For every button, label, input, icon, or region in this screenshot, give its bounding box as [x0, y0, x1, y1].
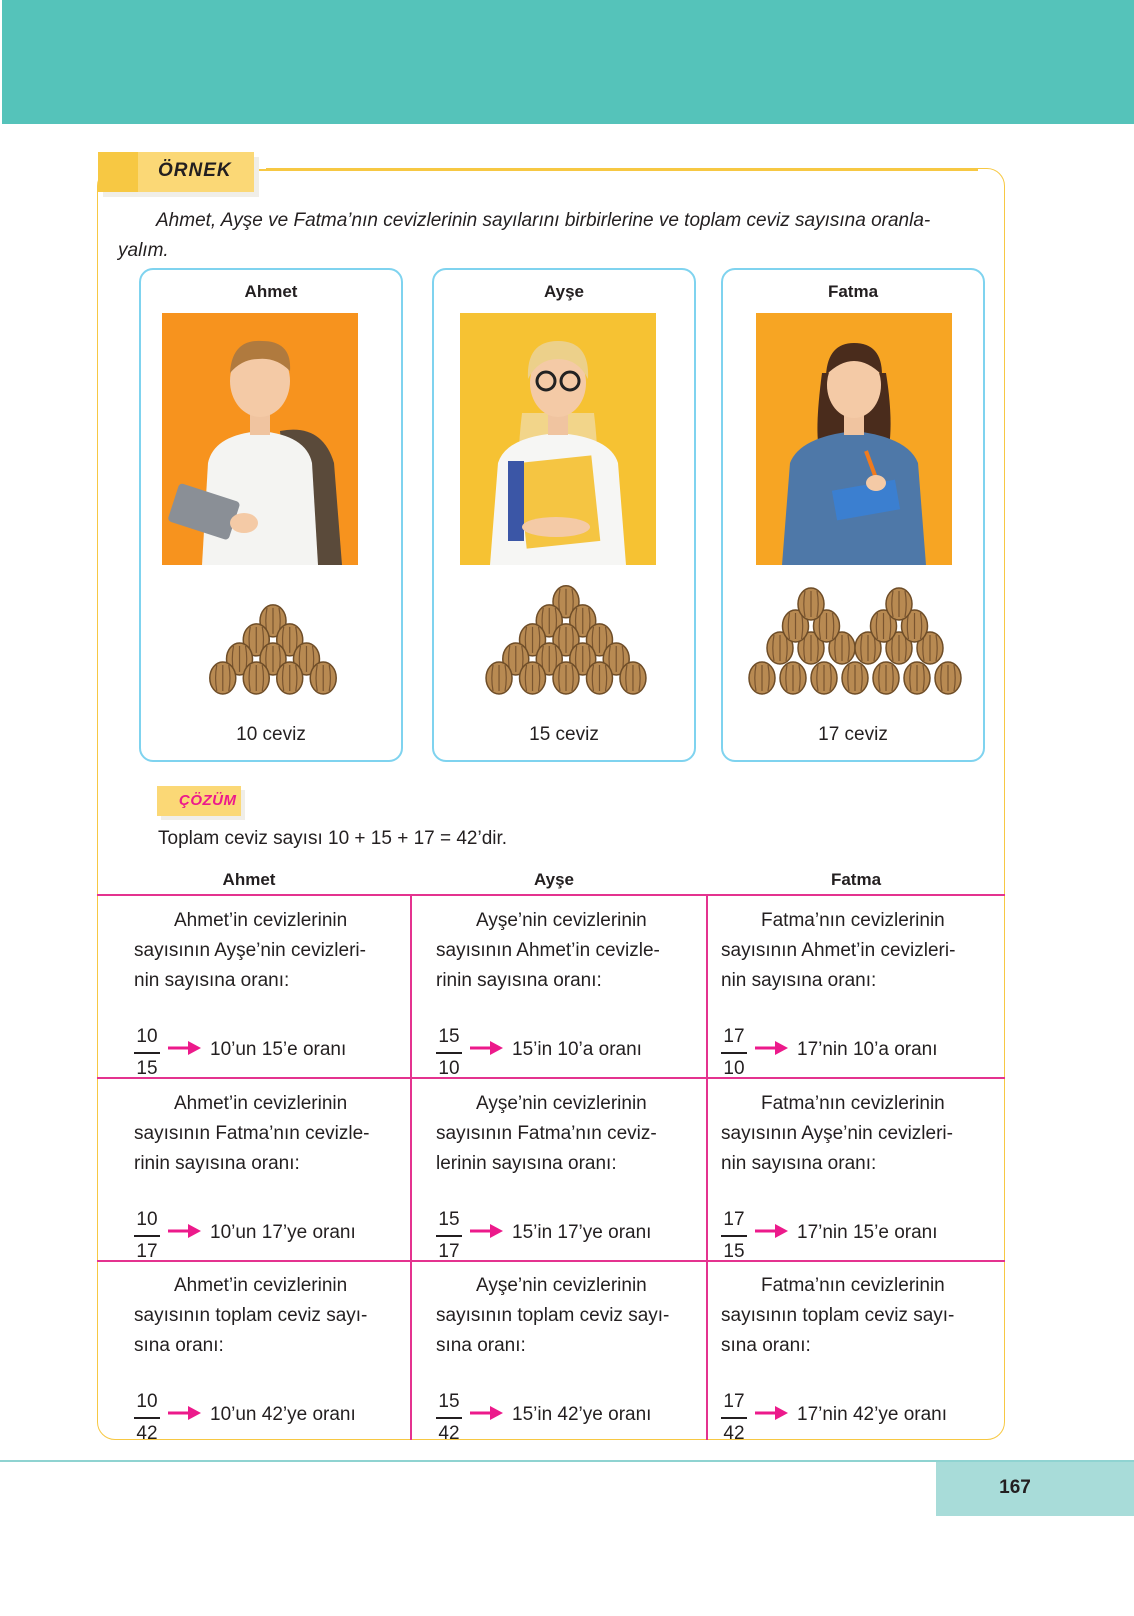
arrow-right-icon [755, 1224, 789, 1238]
fraction [721, 1024, 747, 1082]
desc-line: rinin sayısına oranı: [134, 1153, 300, 1174]
desc-line: Fatma’nın cevizlerinin [761, 1093, 945, 1114]
numerator: 10 [136, 1026, 158, 1047]
desc-line: sayısının Ahmet’in cevizleri- [721, 940, 956, 961]
cell-description [134, 906, 394, 996]
ratio-text: 10’un 15’e oranı [210, 1039, 347, 1060]
denominator: 17 [136, 1240, 158, 1262]
numerator: 10 [136, 1391, 158, 1412]
walnut-icon [935, 662, 961, 694]
desc-line: sayısının toplam ceviz sayı- [134, 1305, 368, 1326]
cell-description [436, 1271, 696, 1361]
desc-line: sayısının Fatma’nın cevizle- [134, 1123, 370, 1144]
ratio-text: 10’un 42’ye oranı [210, 1404, 356, 1425]
denominator: 42 [723, 1422, 745, 1444]
cell-description [134, 1271, 394, 1361]
numerator: 15 [438, 1391, 460, 1412]
photo-ayse [460, 313, 656, 565]
fraction [436, 1389, 462, 1447]
card-name: Ahmet [244, 282, 298, 301]
fraction [134, 1024, 160, 1082]
desc-line: Ayşe’nin cevizlerinin [476, 910, 647, 931]
fraction [134, 1389, 160, 1447]
cell-description [721, 1089, 981, 1179]
desc-line: nin sayısına oranı: [134, 970, 290, 991]
page-number: 167 [999, 1477, 1031, 1498]
walnut-icon [486, 662, 512, 694]
card-name: Ayşe [543, 282, 584, 301]
card-ahmet [139, 268, 403, 762]
arrow-right-icon [168, 1406, 202, 1420]
cell-description [721, 1271, 981, 1361]
desc-line: sayısının Fatma’nın ceviz- [436, 1123, 657, 1144]
intro-line: yalım. [118, 240, 169, 261]
ratio-text: 15’in 10’a oranı [512, 1039, 642, 1060]
fraction [436, 1024, 462, 1082]
denominator: 15 [136, 1057, 158, 1079]
card-fatma [721, 268, 985, 762]
desc-line: Ahmet’in cevizlerinin [174, 1275, 348, 1296]
walnut-icon [886, 588, 912, 620]
header-band [2, 0, 1134, 124]
ratio-cell [721, 906, 991, 1079]
ratio-text: 17’nin 42’ye oranı [797, 1404, 947, 1425]
desc-line: sayısının toplam ceviz sayı- [721, 1305, 955, 1326]
numerator: 17 [723, 1026, 745, 1047]
ratio-text: 17’nin 15’e oranı [797, 1222, 938, 1243]
ratio-text: 15’in 42’ye oranı [512, 1404, 652, 1425]
numerator: 10 [136, 1209, 158, 1230]
arrow-right-icon [470, 1406, 504, 1420]
ratio-cell [134, 1271, 404, 1444]
fraction [134, 1207, 160, 1265]
column-header: Ahmet [222, 870, 276, 889]
column-header: Fatma [830, 870, 882, 889]
intro-text [118, 206, 986, 266]
walnut-icon [243, 662, 269, 694]
desc-line: Ayşe’nin cevizlerinin [476, 1093, 647, 1114]
fraction [436, 1207, 462, 1265]
cell-description [436, 1089, 696, 1179]
nut-count: 10 ceviz [236, 724, 306, 745]
walnut-icon [811, 662, 837, 694]
ratio-cell [436, 1271, 706, 1444]
walnut-icon [586, 662, 612, 694]
walnut-icon [277, 662, 303, 694]
desc-line: lerinin sayısına oranı: [436, 1153, 617, 1174]
desc-line: Ayşe’nin cevizlerinin [476, 1275, 647, 1296]
desc-line: rinin sayısına oranı: [436, 970, 602, 991]
ratio-cell [721, 1271, 991, 1444]
column-header: Ayşe [533, 870, 574, 889]
page-number-box [936, 1462, 1134, 1516]
arrow-right-icon [755, 1406, 789, 1420]
cell-description [436, 906, 696, 996]
walnut-icon [780, 662, 806, 694]
fraction [721, 1389, 747, 1447]
walnut-icon [210, 662, 236, 694]
ratio-cell [134, 1089, 404, 1262]
denominator: 42 [438, 1422, 460, 1444]
fraction [721, 1207, 747, 1265]
card-name: Fatma [827, 282, 879, 301]
ratio-text: 10’un 17’ye oranı [210, 1222, 356, 1243]
nuts-ayse [434, 580, 698, 710]
card-ayse [432, 268, 696, 762]
numerator: 17 [723, 1209, 745, 1230]
photo-ahmet [162, 313, 358, 565]
arrow-right-icon [470, 1041, 504, 1055]
example-label-tab [98, 152, 254, 192]
ratio-cell [436, 1089, 706, 1262]
desc-line: sayısının Ayşe’nin cevizleri- [134, 940, 366, 961]
photo-fatma [756, 313, 952, 565]
numerator: 15 [438, 1209, 460, 1230]
denominator: 42 [136, 1422, 158, 1444]
ratio-text: 15’in 17’ye oranı [512, 1222, 652, 1243]
desc-line: nin sayısına oranı: [721, 970, 877, 991]
ratio-cell [134, 906, 404, 1079]
solution-label: ÇÖZÜM [179, 792, 237, 809]
intro-line: Ahmet, Ayşe ve Fatma’nın cevizlerinin sayılarını birbirlerine ve toplam ceviz sayısına oranla- [156, 210, 931, 231]
arrow-right-icon [168, 1041, 202, 1055]
denominator: 15 [723, 1240, 745, 1262]
desc-line: Fatma’nın cevizlerinin [761, 1275, 945, 1296]
nut-count: 15 ceviz [529, 724, 599, 745]
nuts-fatma [723, 580, 987, 710]
desc-line: Fatma’nın cevizlerinin [761, 910, 945, 931]
walnut-icon [620, 662, 646, 694]
ratio-cell [436, 906, 706, 1079]
arrow-right-icon [755, 1041, 789, 1055]
walnut-icon [904, 662, 930, 694]
walnut-icon [842, 662, 868, 694]
desc-line: sına oranı: [134, 1335, 224, 1356]
walnut-icon [749, 662, 775, 694]
walnut-icon [873, 662, 899, 694]
example-divider [258, 169, 978, 171]
walnut-icon [798, 588, 824, 620]
desc-line: Ahmet’in cevizlerinin [174, 910, 348, 931]
denominator: 10 [438, 1057, 460, 1079]
desc-line: sayısının Ahmet’in cevizle- [436, 940, 660, 961]
ratio-cell [721, 1089, 991, 1262]
desc-line: sayısının toplam ceviz sayı- [436, 1305, 670, 1326]
cell-description [721, 906, 981, 996]
arrow-right-icon [470, 1224, 504, 1238]
ratio-table [97, 894, 1005, 1444]
ratio-text: 17’nin 10’a oranı [797, 1039, 938, 1060]
nuts-ahmet [141, 580, 405, 710]
denominator: 10 [723, 1057, 745, 1079]
cell-description [134, 1089, 394, 1179]
desc-line: sına oranı: [721, 1335, 811, 1356]
desc-line: sına oranı: [436, 1335, 526, 1356]
solution-label-tab [157, 786, 241, 816]
numerator: 17 [723, 1391, 745, 1412]
numerator: 15 [438, 1026, 460, 1047]
desc-line: nin sayısına oranı: [721, 1153, 877, 1174]
walnut-icon [520, 662, 546, 694]
desc-line: Ahmet’in cevizlerinin [174, 1093, 348, 1114]
walnut-icon [553, 662, 579, 694]
nut-count: 17 ceviz [818, 724, 888, 745]
arrow-right-icon [168, 1224, 202, 1238]
example-label: ÖRNEK [158, 160, 232, 181]
walnut-icon [310, 662, 336, 694]
denominator: 17 [438, 1240, 460, 1262]
desc-line: sayısının Ayşe’nin cevizleri- [721, 1123, 953, 1144]
total-text: Toplam ceviz sayısı 10 + 15 + 17 = 42’dir. [158, 828, 508, 849]
